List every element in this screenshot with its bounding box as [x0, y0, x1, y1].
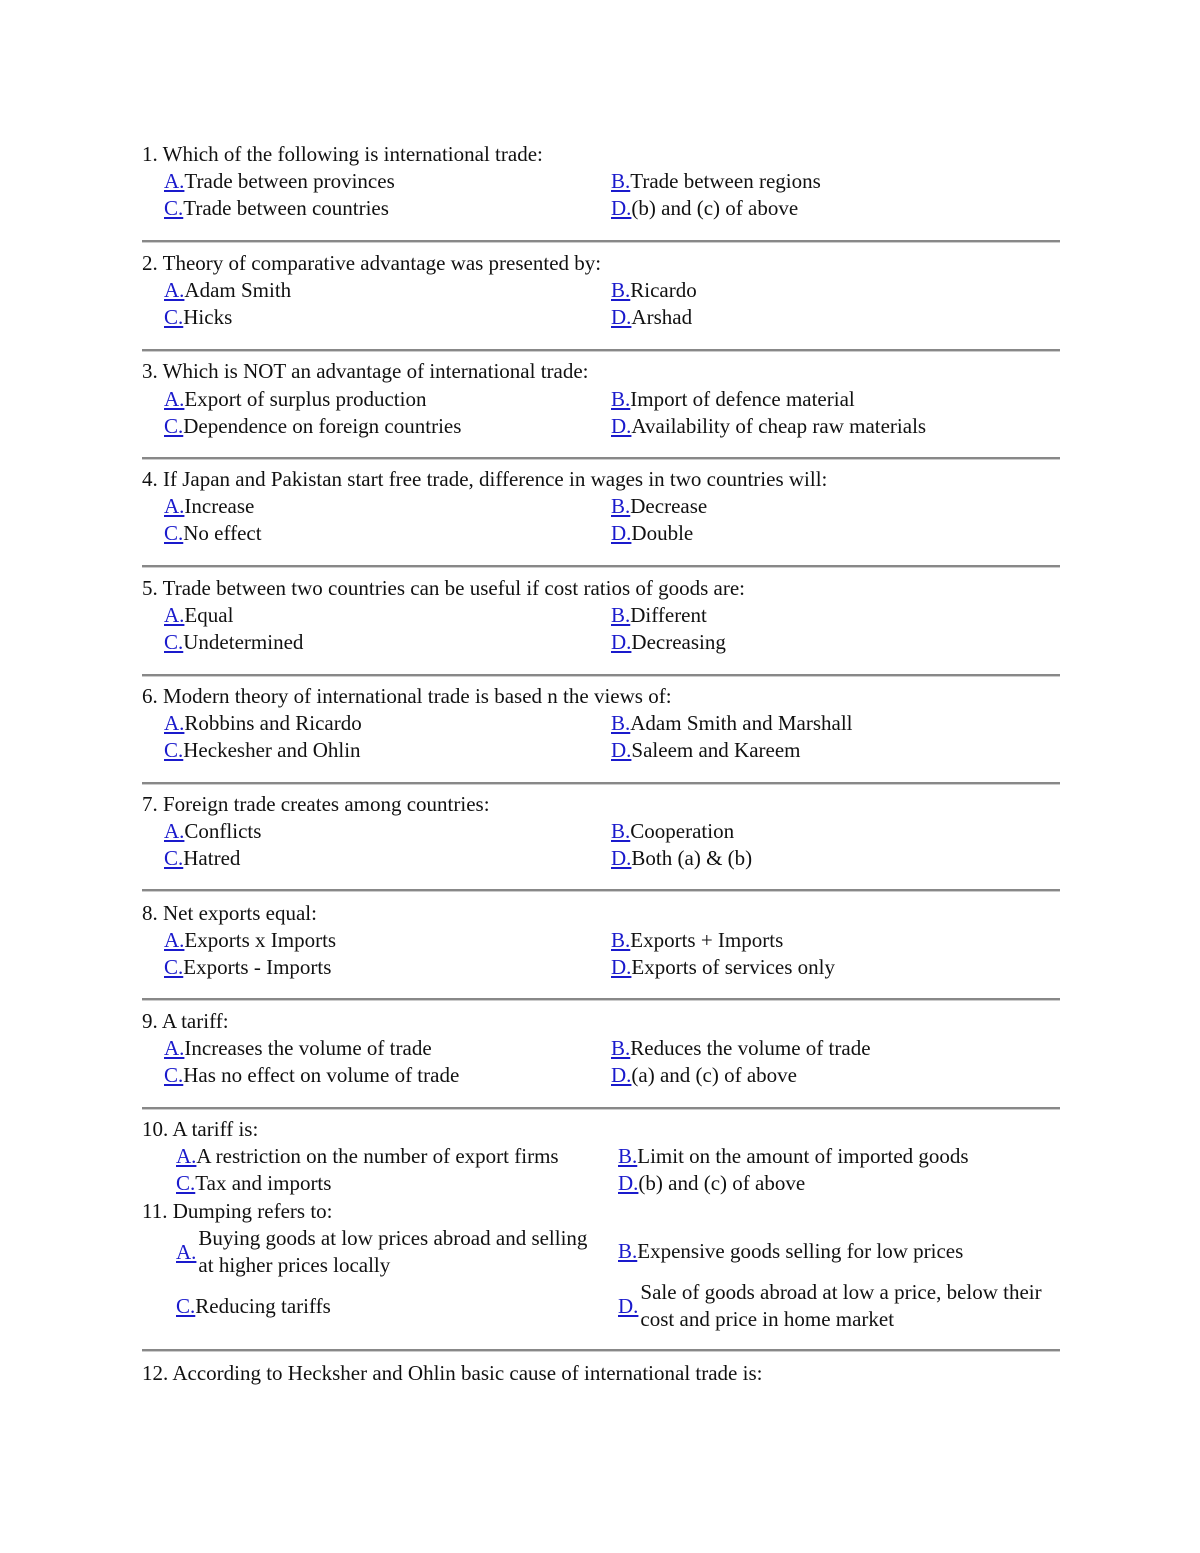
- option-link[interactable]: D.: [611, 738, 632, 762]
- option-text: Double: [631, 521, 694, 545]
- option-link[interactable]: C.: [176, 1171, 196, 1195]
- option-text: Conflicts: [184, 819, 262, 843]
- option-b: [611, 927, 783, 954]
- option-b: [618, 1143, 969, 1170]
- option-link[interactable]: B.: [611, 819, 631, 843]
- option-a: [164, 277, 291, 304]
- option-c: [164, 737, 361, 764]
- question-separator: [142, 998, 1060, 1001]
- option-a: [164, 1035, 432, 1062]
- option-a: [176, 1225, 596, 1279]
- option-link[interactable]: B.: [618, 1144, 638, 1168]
- option-a: [164, 710, 362, 737]
- option-text: Arshad: [631, 305, 693, 329]
- option-link[interactable]: B.: [611, 494, 631, 518]
- question-separator: [142, 349, 1060, 352]
- option-link[interactable]: C.: [164, 196, 184, 220]
- option-link[interactable]: C.: [164, 630, 184, 654]
- option-text: Sale of goods abroad at low a price, below their cost and price in home market: [640, 1280, 1042, 1331]
- option-link[interactable]: A.: [176, 1144, 197, 1168]
- option-text: A restriction on the number of export firms: [196, 1144, 559, 1168]
- option-text: Adam Smith and Marshall: [630, 711, 853, 735]
- option-text: Robbins and Ricardo: [184, 711, 362, 735]
- question-text: 12. According to Hecksher and Ohlin basic cause of international trade is:: [142, 1361, 763, 1385]
- option-c: [164, 954, 331, 981]
- option-link[interactable]: A.: [164, 494, 185, 518]
- option-text: Exports of services only: [631, 955, 835, 979]
- option-link[interactable]: B.: [611, 278, 631, 302]
- option-link[interactable]: A.: [164, 711, 185, 735]
- option-c: [164, 845, 240, 872]
- option-c: [164, 520, 262, 547]
- option-text: Heckesher and Ohlin: [183, 738, 361, 762]
- option-link[interactable]: C.: [164, 414, 184, 438]
- option-c: [164, 195, 389, 222]
- question-separator: [142, 782, 1060, 785]
- question-5: [142, 575, 1062, 602]
- option-text: No effect: [183, 521, 262, 545]
- option-text: Reducing tariffs: [195, 1294, 331, 1318]
- question-2: [142, 250, 1062, 277]
- question-text: 10. A tariff is:: [142, 1117, 259, 1141]
- option-text: Exports x Imports: [184, 928, 337, 952]
- option-c: [164, 629, 303, 656]
- option-text: Equal: [184, 603, 234, 627]
- question-10: [142, 1116, 1062, 1143]
- option-text: Expensive goods selling for low prices: [637, 1239, 964, 1263]
- option-text: Hatred: [183, 846, 241, 870]
- option-c: [164, 1062, 459, 1089]
- option-text: Buying goods at low prices abroad and selling at higher prices locally: [198, 1226, 588, 1277]
- option-link[interactable]: B.: [611, 928, 631, 952]
- question-6: [142, 683, 1062, 710]
- question-separator: [142, 889, 1060, 892]
- question-11: [142, 1198, 1062, 1225]
- option-b: [611, 277, 697, 304]
- option-link[interactable]: D.: [611, 846, 632, 870]
- question-separator: [142, 674, 1060, 677]
- option-d: [611, 737, 801, 764]
- question-separator: [142, 565, 1060, 568]
- option-c: [176, 1293, 331, 1320]
- option-b: [618, 1238, 963, 1265]
- option-link[interactable]: B.: [611, 1036, 631, 1060]
- question-text: 1. Which of the following is international trade:: [142, 142, 543, 166]
- option-text: Decreasing: [631, 630, 726, 654]
- option-d: [618, 1170, 805, 1197]
- option-c: [176, 1170, 331, 1197]
- option-text: Different: [630, 603, 707, 627]
- option-link[interactable]: C.: [176, 1294, 196, 1318]
- option-link[interactable]: D.: [611, 196, 632, 220]
- option-b: [611, 386, 855, 413]
- option-link[interactable]: B.: [611, 387, 631, 411]
- question-9: [142, 1008, 1062, 1035]
- option-link[interactable]: D.: [611, 1063, 632, 1087]
- option-link[interactable]: D.: [611, 955, 632, 979]
- question-separator: [142, 457, 1060, 460]
- question-8: [142, 900, 1062, 927]
- question-text: 3. Which is NOT an advantage of international trade:: [142, 359, 589, 383]
- option-link[interactable]: D.: [611, 521, 632, 545]
- option-link[interactable]: D.: [611, 305, 632, 329]
- option-text: Trade between countries: [183, 196, 389, 220]
- option-a: [164, 168, 395, 195]
- option-link[interactable]: A.: [164, 819, 185, 843]
- option-text: Adam Smith: [184, 278, 292, 302]
- question-text: 7. Foreign trade creates among countries:: [142, 792, 490, 816]
- option-b: [611, 168, 821, 195]
- option-link[interactable]: C.: [164, 521, 184, 545]
- option-c: [164, 413, 461, 440]
- option-link[interactable]: B.: [611, 169, 631, 193]
- option-d: [611, 195, 798, 222]
- option-link[interactable]: B.: [618, 1239, 638, 1263]
- option-link[interactable]: D.: [618, 1293, 639, 1318]
- option-link[interactable]: A.: [164, 928, 185, 952]
- option-d: [618, 1279, 1058, 1333]
- option-text: Availability of cheap raw materials: [631, 414, 927, 438]
- question-separator: [142, 1349, 1060, 1352]
- option-text: Limit on the amount of imported goods: [637, 1144, 969, 1168]
- question-4: [142, 466, 1062, 493]
- option-b: [611, 602, 707, 629]
- option-text: (b) and (c) of above: [631, 196, 799, 220]
- question-text: 8. Net exports equal:: [142, 901, 317, 925]
- option-link[interactable]: A.: [164, 278, 185, 302]
- option-d: [611, 304, 692, 331]
- option-link[interactable]: C.: [164, 1063, 184, 1087]
- option-text: Exports - Imports: [183, 955, 332, 979]
- option-link[interactable]: D.: [611, 630, 632, 654]
- option-b: [611, 710, 853, 737]
- option-a: [164, 493, 254, 520]
- option-text: Has no effect on volume of trade: [183, 1063, 460, 1087]
- option-b: [611, 1035, 871, 1062]
- option-link[interactable]: A.: [164, 169, 185, 193]
- option-link[interactable]: C.: [164, 955, 184, 979]
- question-text: 9. A tariff:: [142, 1009, 229, 1033]
- option-text: (a) and (c) of above: [631, 1063, 797, 1087]
- option-link[interactable]: A.: [164, 1036, 185, 1060]
- question-12: [142, 1360, 1062, 1387]
- question-separator: [142, 240, 1060, 243]
- option-text: Both (a) & (b): [631, 846, 753, 870]
- question-3: [142, 358, 1062, 385]
- option-text: Import of defence material: [630, 387, 855, 411]
- option-text: Trade between provinces: [184, 169, 395, 193]
- option-d: [611, 1062, 797, 1089]
- option-c: [164, 304, 232, 331]
- question-text: 11. Dumping refers to:: [142, 1199, 333, 1223]
- option-a: [176, 1143, 559, 1170]
- question-7: [142, 791, 1062, 818]
- option-a: [164, 602, 233, 629]
- option-text: Saleem and Kareem: [631, 738, 801, 762]
- option-text: Hicks: [183, 305, 233, 329]
- question-separator: [142, 1107, 1060, 1110]
- option-link[interactable]: C.: [164, 305, 184, 329]
- option-text: Cooperation: [630, 819, 735, 843]
- option-link[interactable]: A.: [176, 1239, 197, 1264]
- option-a: [164, 818, 261, 845]
- option-link[interactable]: A.: [164, 603, 185, 627]
- option-text: Export of surplus production: [184, 387, 427, 411]
- option-d: [611, 629, 726, 656]
- option-text: Dependence on foreign countries: [183, 414, 462, 438]
- option-text: Reduces the volume of trade: [630, 1036, 871, 1060]
- question-1: [142, 141, 1062, 168]
- option-d: [611, 413, 926, 440]
- question-text: 4. If Japan and Pakistan start free trade, difference in wages in two countries will:: [142, 467, 828, 491]
- option-d: [611, 520, 693, 547]
- option-text: Trade between regions: [630, 169, 821, 193]
- option-text: Increase: [184, 494, 255, 518]
- option-text: Undetermined: [183, 630, 304, 654]
- option-link[interactable]: C.: [164, 738, 184, 762]
- option-d: [611, 845, 752, 872]
- option-text: Increases the volume of trade: [184, 1036, 432, 1060]
- option-text: Decrease: [630, 494, 708, 518]
- option-a: [164, 386, 426, 413]
- option-link[interactable]: B.: [611, 711, 631, 735]
- option-text: Exports + Imports: [630, 928, 784, 952]
- question-text: 5. Trade between two countries can be useful if cost ratios of goods are:: [142, 576, 746, 600]
- option-link[interactable]: D.: [611, 414, 632, 438]
- option-link[interactable]: C.: [164, 846, 184, 870]
- option-text: Tax and imports: [195, 1171, 332, 1195]
- option-link[interactable]: D.: [618, 1171, 639, 1195]
- question-text: 2. Theory of comparative advantage was presented by:: [142, 251, 602, 275]
- question-text: 6. Modern theory of international trade is based n the views of:: [142, 684, 672, 708]
- option-b: [611, 493, 707, 520]
- option-link[interactable]: A.: [164, 387, 185, 411]
- option-text: (b) and (c) of above: [638, 1171, 806, 1195]
- option-d: [611, 954, 835, 981]
- option-b: [611, 818, 734, 845]
- option-a: [164, 927, 336, 954]
- option-text: Ricardo: [630, 278, 697, 302]
- option-link[interactable]: B.: [611, 603, 631, 627]
